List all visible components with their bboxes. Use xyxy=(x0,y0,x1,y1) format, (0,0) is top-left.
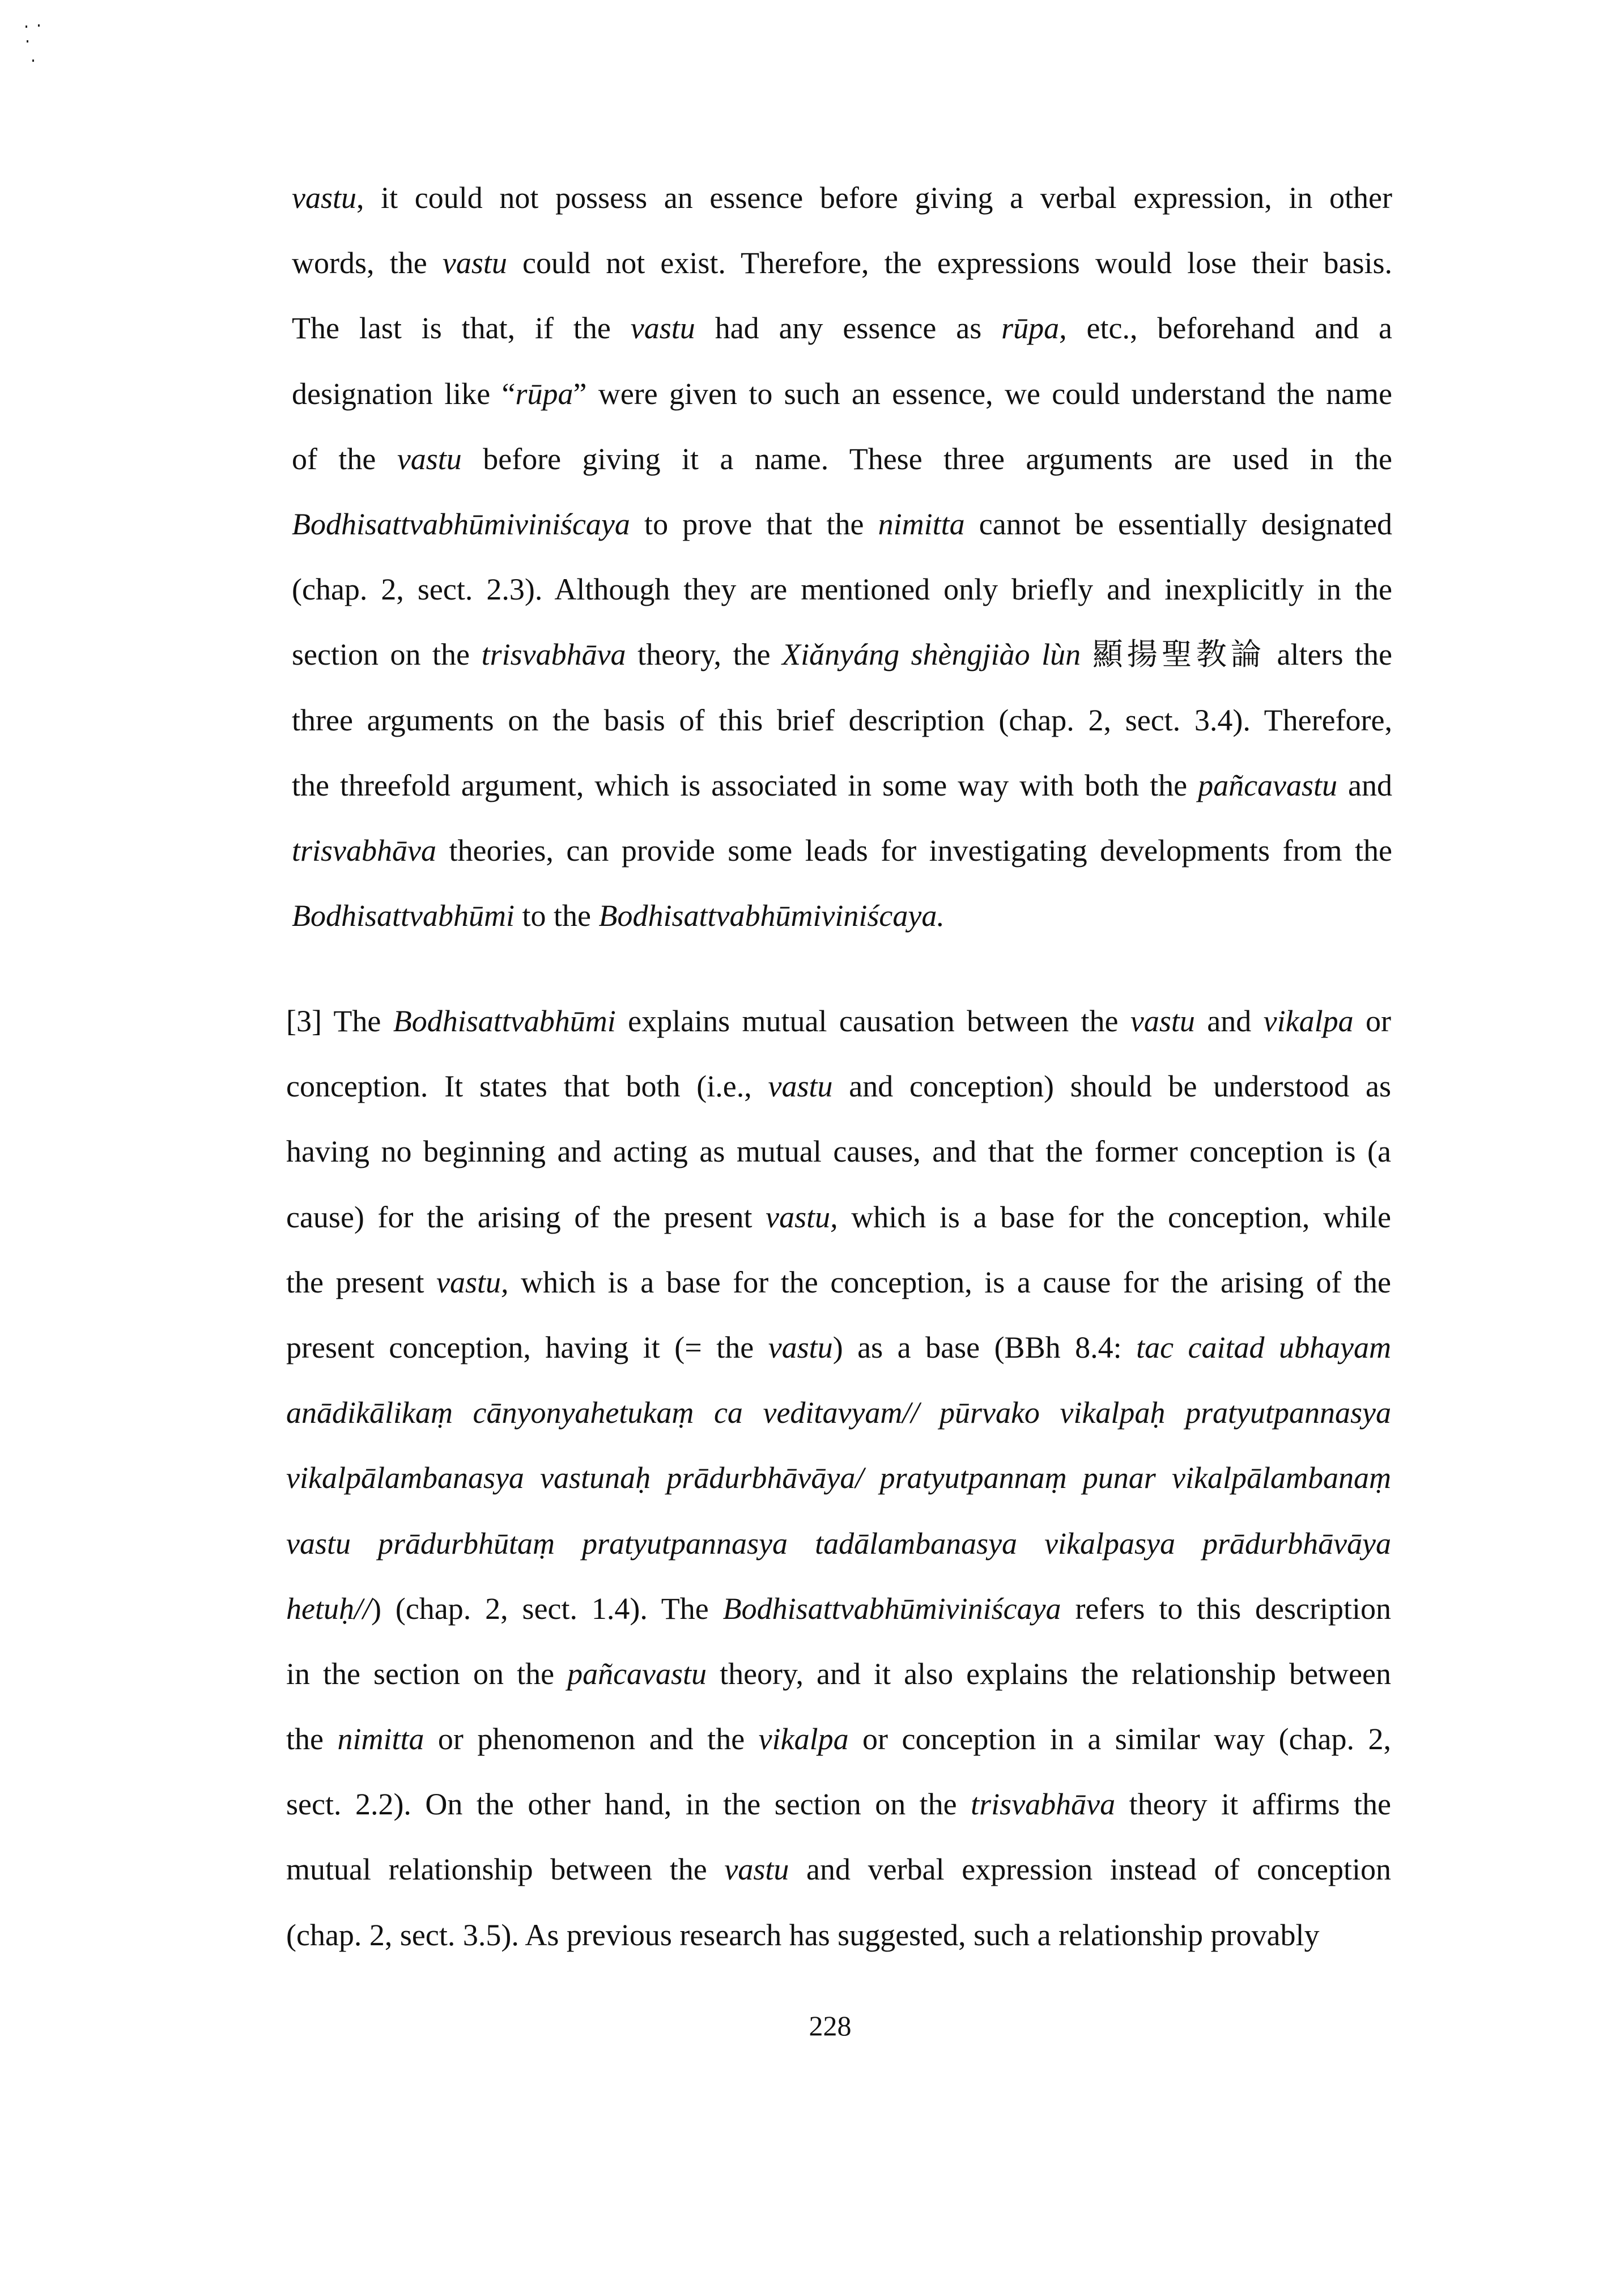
text-run: and xyxy=(1194,1004,1264,1038)
italic-term: rūpa, xyxy=(1001,311,1067,346)
text-run: in the section on the xyxy=(286,1656,568,1691)
italic-term: rūpa xyxy=(515,376,573,411)
text-run: and xyxy=(1337,768,1392,802)
text-line xyxy=(286,1642,1391,1707)
italic-term: nimitta xyxy=(337,1722,424,1757)
text-run: explains mutual causation between the xyxy=(615,1004,1130,1038)
text-run: section on the xyxy=(292,637,482,672)
italic-term: tac caitad ubhayam xyxy=(1136,1330,1391,1364)
text-run: (chap. 2, sect. 2.3). Although they are mentioned only briefly and inexplicitly in the xyxy=(292,572,1392,607)
italic-term: vastu prādurbhūtaṃ pratyutpannasya tadālambanasya vikalpasya prādurbhāvāya xyxy=(286,1526,1391,1561)
text-run: designation like “ xyxy=(292,376,516,411)
text-run: refers to this description xyxy=(1061,1591,1391,1626)
text-run: the threefold argument, which is associated in some way with both the xyxy=(292,768,1198,802)
italic-term: vastu xyxy=(1130,1004,1195,1038)
text-line xyxy=(286,1250,1391,1315)
text-line xyxy=(286,1380,1391,1445)
text-line xyxy=(292,818,1392,883)
scan-speck xyxy=(25,25,27,28)
text-line xyxy=(292,296,1392,361)
text-run: the xyxy=(286,1722,338,1757)
text-run: which is a base for the conception, is a cause for the arising of the xyxy=(508,1265,1392,1299)
italic-term: vikalpa xyxy=(758,1722,849,1757)
italic-term: anādikālikaṃ cānyonyahetukaṃ ca veditavyam// pūrvako vikalpaḥ pratyutpannasya xyxy=(286,1396,1391,1430)
text-run: or conception in a similar way (chap. 2, xyxy=(848,1722,1391,1757)
text-run: which is a base for the conception, while xyxy=(837,1200,1391,1234)
text-run: etc., beforehand and a xyxy=(1066,311,1392,346)
text-run: mutual relationship between the xyxy=(286,1852,725,1887)
text-line xyxy=(286,1315,1391,1380)
text-line xyxy=(286,1837,1391,1902)
text-run: could not exist. Therefore, the expressions would lose their basis. xyxy=(507,246,1392,280)
text-run: of the xyxy=(292,441,397,476)
text-line xyxy=(292,492,1392,557)
text-run: ” were given to such an essence, we could understand the name xyxy=(573,376,1392,411)
scan-speck xyxy=(27,40,28,42)
paragraph-continuation xyxy=(292,165,1392,949)
italic-term: Bodhisattvabhūmiviniścaya xyxy=(292,507,630,541)
page-number: 228 xyxy=(809,2010,852,2042)
italic-term: vastu xyxy=(630,311,695,346)
italic-term: Bodhisattvabhūmiviniścaya. xyxy=(598,899,945,933)
text-line xyxy=(292,622,1392,687)
text-run: conception. It states that both (i.e., xyxy=(286,1069,768,1104)
paragraph-3 xyxy=(286,989,1391,1968)
text-run: having no beginning and acting as mutual causes, and that the former conception is (a xyxy=(286,1134,1391,1169)
text-line xyxy=(286,1054,1391,1119)
text-run: and conception) should be understood as xyxy=(832,1069,1391,1104)
italic-term: vastu xyxy=(397,441,462,476)
italic-term: vastu xyxy=(442,246,507,280)
text-run: ) as a base (BBh 8.4: xyxy=(832,1330,1137,1364)
text-line xyxy=(286,1576,1391,1642)
italic-term: trisvabhāva xyxy=(971,1787,1116,1822)
text-run: theory, and it also explains the relationship between xyxy=(707,1656,1391,1691)
text-run: had any essence as xyxy=(695,311,1002,346)
text-run: or xyxy=(1353,1004,1392,1038)
text-run: The last is that, if the xyxy=(292,311,631,346)
text-run: (chap. 2, sect. 3.5). As previous research has suggested, such a relationship provably xyxy=(286,1917,1320,1952)
text-run: theory, the xyxy=(626,637,783,672)
italic-term: trisvabhāva xyxy=(481,637,626,672)
text-line xyxy=(286,1185,1391,1250)
text-line xyxy=(292,165,1392,231)
text-run: [3] The xyxy=(286,1004,393,1038)
italic-term: trisvabhāva xyxy=(292,833,436,868)
text-line xyxy=(292,688,1392,753)
text-line xyxy=(292,753,1392,818)
text-run: three arguments on the basis of this brief description (chap. 2, sect. 3.4). Therefore, xyxy=(292,703,1392,737)
italic-term: Bodhisattvabhūmi xyxy=(292,899,515,933)
text-line xyxy=(292,427,1392,492)
italic-term: vikalpālambanasya vastunaḥ prādurbhāvāya/ pratyutpannaṃ punar vikalpālambanaṃ xyxy=(286,1461,1391,1495)
italic-term: pañcavastu xyxy=(1198,768,1338,802)
text-run: ) (chap. 2, sect. 1.4). The xyxy=(371,1591,723,1626)
text-run: or phenomenon and the xyxy=(424,1722,759,1757)
text-line xyxy=(286,1445,1391,1511)
text-run: words, the xyxy=(292,246,443,280)
text-line xyxy=(286,1511,1391,1576)
text-line xyxy=(286,1707,1391,1772)
text-run: theory it affirms the xyxy=(1115,1787,1392,1822)
text-run: the present xyxy=(286,1265,437,1299)
italic-term: Bodhisattvabhūmi xyxy=(393,1004,616,1038)
text-run: to prove that the xyxy=(630,507,878,541)
text-run: theories, can provide some leads for investigating developments from the xyxy=(436,833,1392,868)
italic-term: vastu, xyxy=(436,1265,509,1299)
text-run: 顯揚聖教論 alters the xyxy=(1081,637,1392,672)
italic-term: vastu xyxy=(724,1852,789,1887)
italic-term: vikalpa xyxy=(1263,1004,1354,1038)
text-run: cannot be essentially designated xyxy=(964,507,1392,541)
italic-term: hetuḥ// xyxy=(286,1591,371,1626)
italic-term: vastu xyxy=(292,181,356,215)
text-run: sect. 2.2). On the other hand, in the section on the xyxy=(286,1787,971,1822)
text-run: cause) for the arising of the present xyxy=(286,1200,766,1234)
italic-term: vastu xyxy=(768,1330,833,1364)
text-line xyxy=(292,362,1392,427)
italic-term: Xiǎnyáng shèngjiào lùn xyxy=(782,637,1081,672)
italic-term: Bodhisattvabhūmiviniścaya xyxy=(722,1591,1061,1626)
text-line xyxy=(286,989,1391,1054)
text-line xyxy=(286,1772,1391,1837)
text-run: , it could not possess an essence before giving a verbal expression, in other xyxy=(356,181,1392,215)
text-line xyxy=(292,883,1392,949)
italic-term: vastu xyxy=(768,1069,833,1104)
text-line xyxy=(286,1119,1391,1184)
text-line xyxy=(286,1903,1391,1968)
italic-term: vastu, xyxy=(766,1200,838,1234)
scan-speck xyxy=(32,59,34,62)
italic-term: nimitta xyxy=(878,507,965,541)
scan-speck xyxy=(38,24,40,27)
italic-term: pañcavastu xyxy=(567,1656,707,1691)
text-run: and verbal expression instead of conception xyxy=(789,1852,1392,1887)
text-line xyxy=(292,231,1392,296)
text-run: before giving it a name. These three arguments are used in the xyxy=(461,441,1392,476)
text-run: present conception, having it (= the xyxy=(286,1330,768,1364)
text-run: to the xyxy=(514,899,599,933)
text-line xyxy=(292,557,1392,622)
